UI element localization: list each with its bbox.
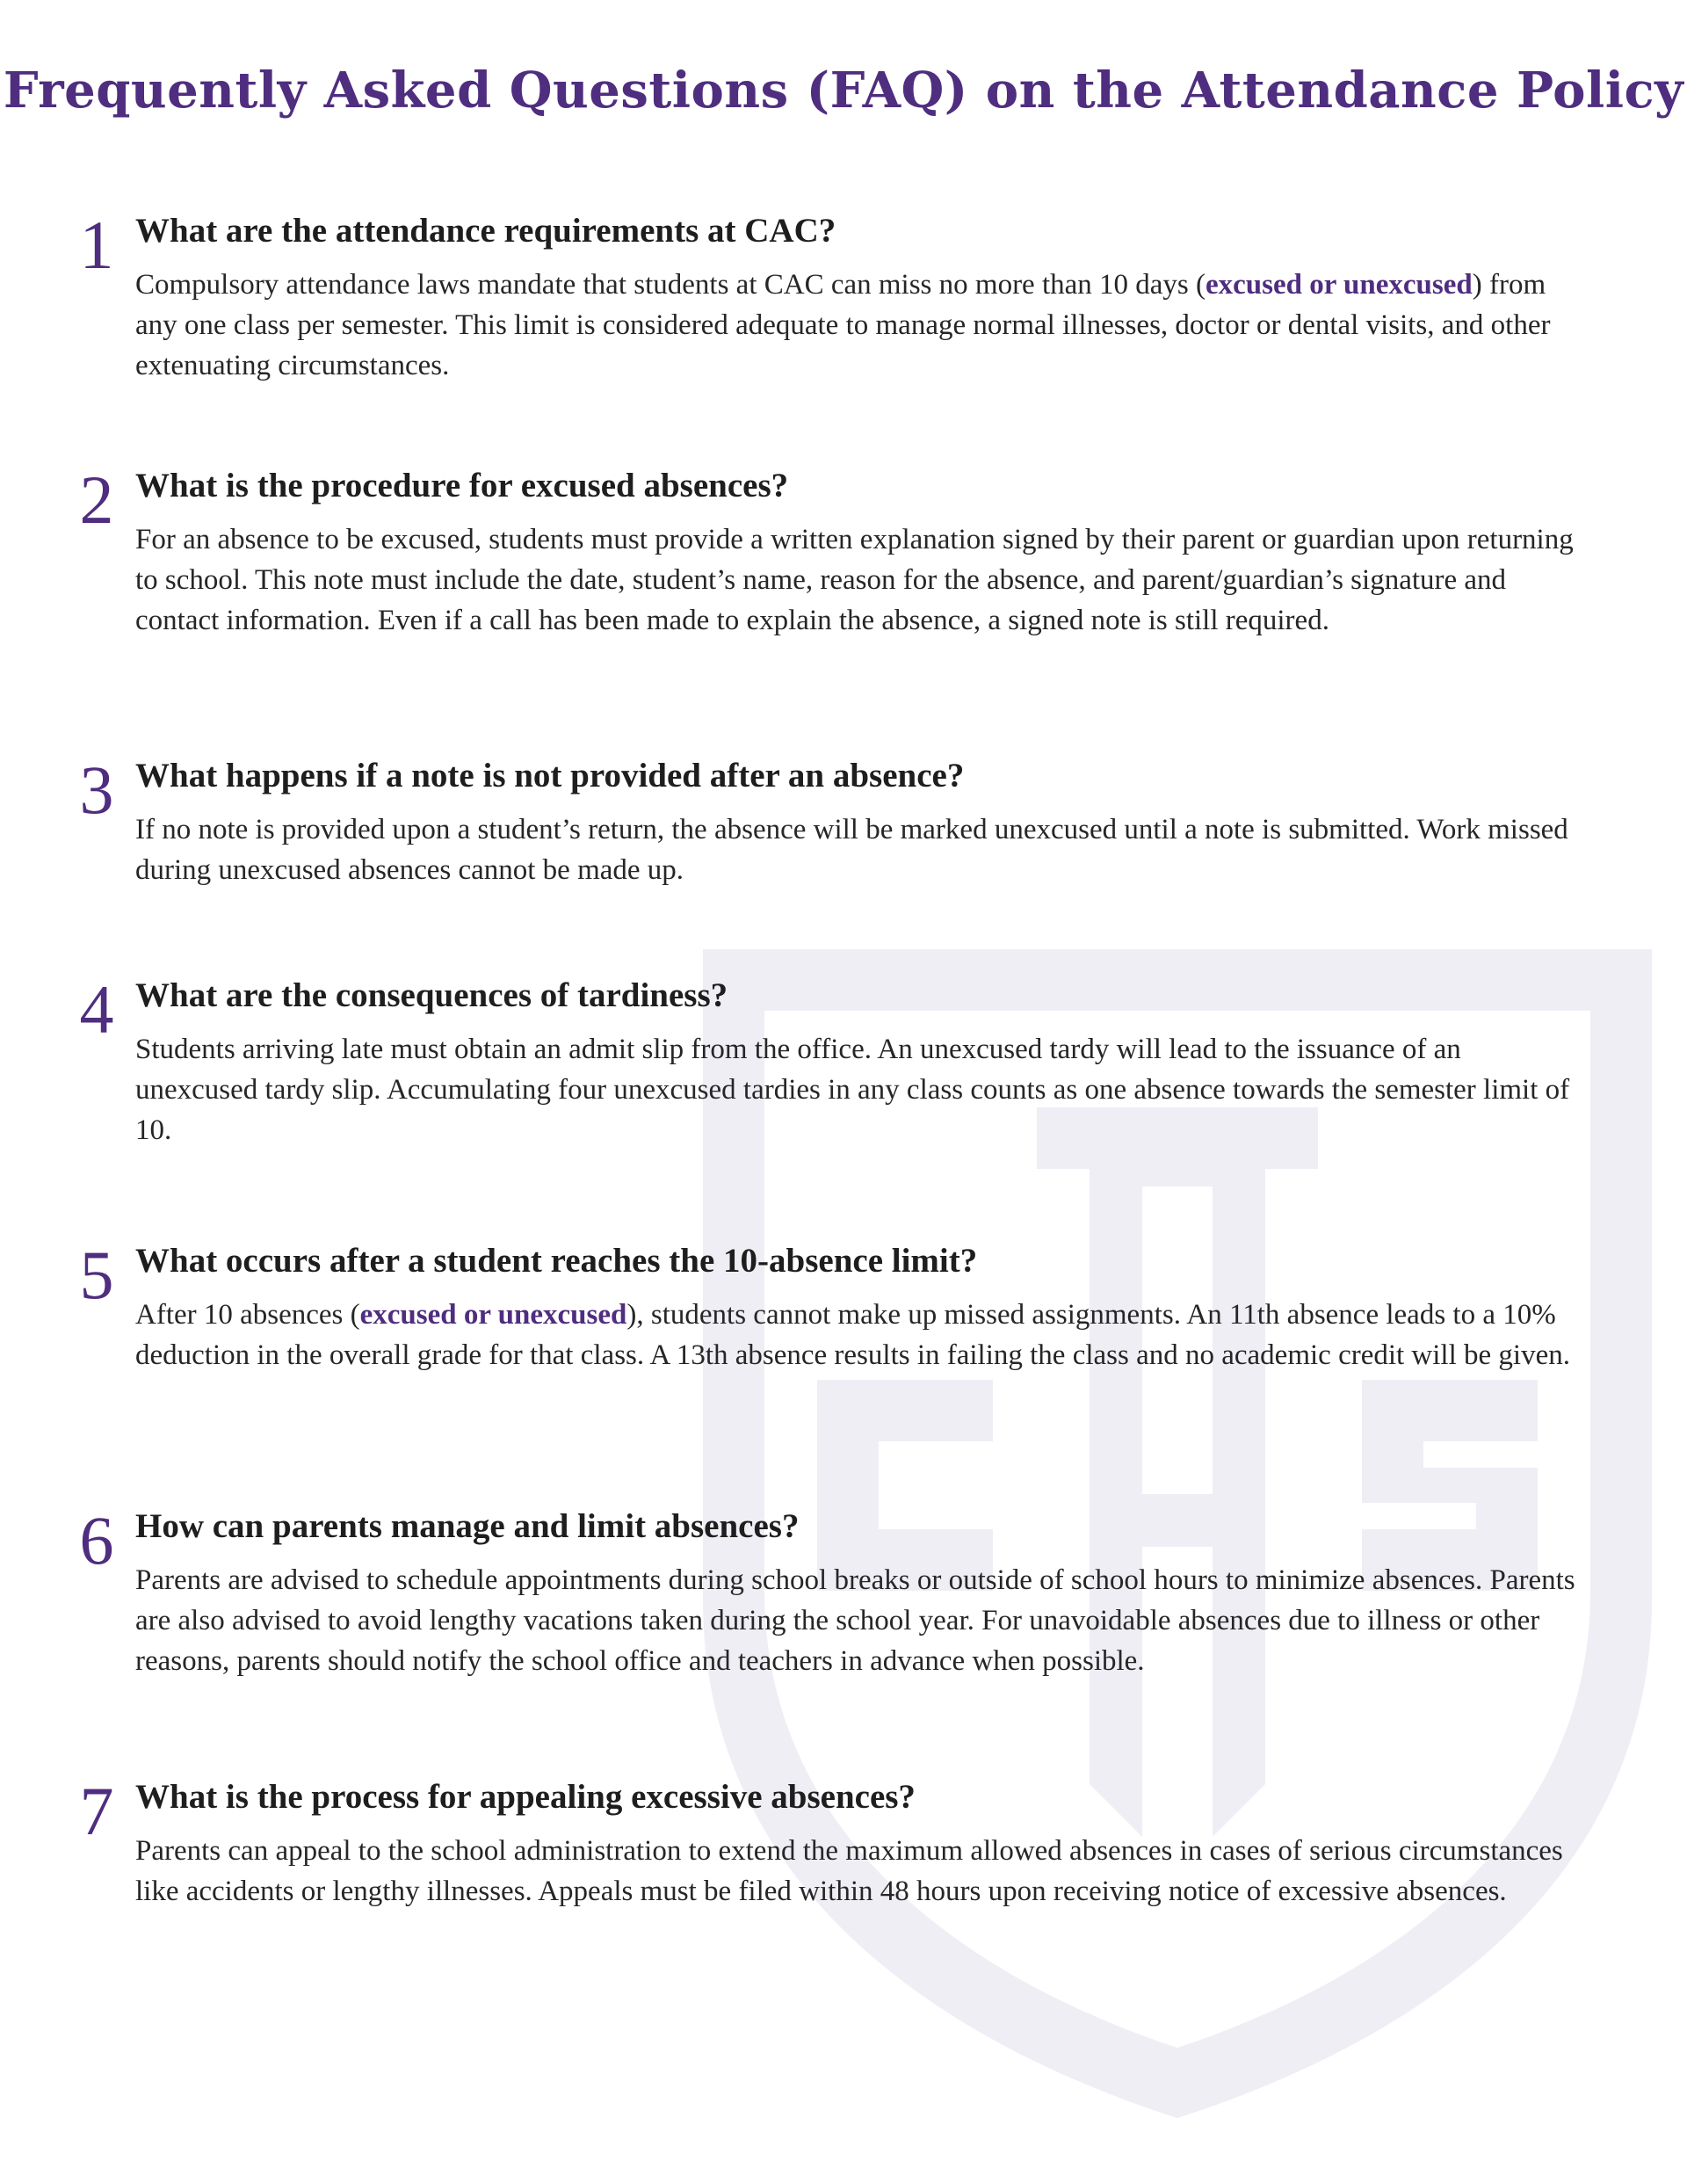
faq-number: 7 <box>79 1773 114 1849</box>
faq-question: What happens if a note is not provided after an absence? <box>135 757 965 795</box>
faq-answer: Parents can appeal to the school administration to extend the maximum allowed absences in cases of serious circumstances like accidents or lengthy illnesses. Appeals must be filed within 48 hours upon receiving notice of excessive absences. <box>135 1834 1563 1907</box>
answer-highlight: excused or unexcused <box>1206 268 1473 301</box>
faq-answer: Students arriving late must obtain an admit slip from the office. An unexcused tardy will lead to the issuance of an unexcused tardy slip. Accumulating four unexcused tardies in any class counts as one absence towards the semester limit of 10. <box>135 1033 1570 1146</box>
faq-question: What are the consequences of tardiness? <box>135 976 728 1014</box>
faq-question: What is the procedure for excused absences? <box>135 467 789 504</box>
answer-highlight: excused or unexcused <box>359 1298 627 1331</box>
faq-question: How can parents manage and limit absences? <box>135 1507 800 1545</box>
answer-text: ), students cannot make up missed assignments. An 11th absence leads to a 10% deduction in the overall grade for that class. A 13th absence results in failing the class and no academic credit will be given. <box>135 1298 1570 1371</box>
answer-text: ) from any one class per semester. This limit is considered adequate to manage normal illnesses, doctor or dental visits, and other extenuating circumstances. <box>135 268 1551 381</box>
faq-question: What are the attendance requirements at CAC? <box>135 212 836 250</box>
faq-number: 3 <box>79 751 114 828</box>
faq-question: What occurs after a student reaches the 10-absence limit? <box>135 1242 978 1280</box>
faq-answer: For an absence to be excused, students must provide a written explanation signed by their parent or guardian upon returning to school. This note must include the date, student’s name, reason for the absence, and parent/guardian’s signature and contact information. Even if a call has been made to explain the absence, a signed note is still required. <box>135 523 1574 636</box>
faq-answer: If no note is provided upon a student’s return, the absence will be marked unexcused until a note is submitted. Work missed during unexcused absences cannot be made up. <box>135 813 1568 886</box>
faq-number: 1 <box>79 207 114 283</box>
answer-text: Compulsory attendance laws mandate that students at CAC can miss no more than 10 days ( <box>135 268 1206 301</box>
faq-number: 5 <box>79 1237 114 1313</box>
faq-answer <box>135 1295 1590 1375</box>
answer-text: After 10 absences ( <box>135 1298 360 1331</box>
page-title: Frequently Asked Questions (FAQ) on the Attendance Policy <box>3 62 1684 120</box>
faq-number: 2 <box>79 461 114 538</box>
faq-answer <box>135 265 1590 386</box>
faq-answer: Parents are advised to schedule appointments during school breaks or outside of school hours to minimize absences. Parents are also advised to avoid lengthy vacations taken during the school year. For unavoidable absences due to illness or other reasons, parents should notify the school office and teachers in advance when possible. <box>135 1564 1575 1677</box>
faq-number: 6 <box>79 1502 114 1578</box>
faq-number: 4 <box>79 971 114 1048</box>
faq-question: What is the process for appealing excessive absences? <box>135 1778 916 1816</box>
